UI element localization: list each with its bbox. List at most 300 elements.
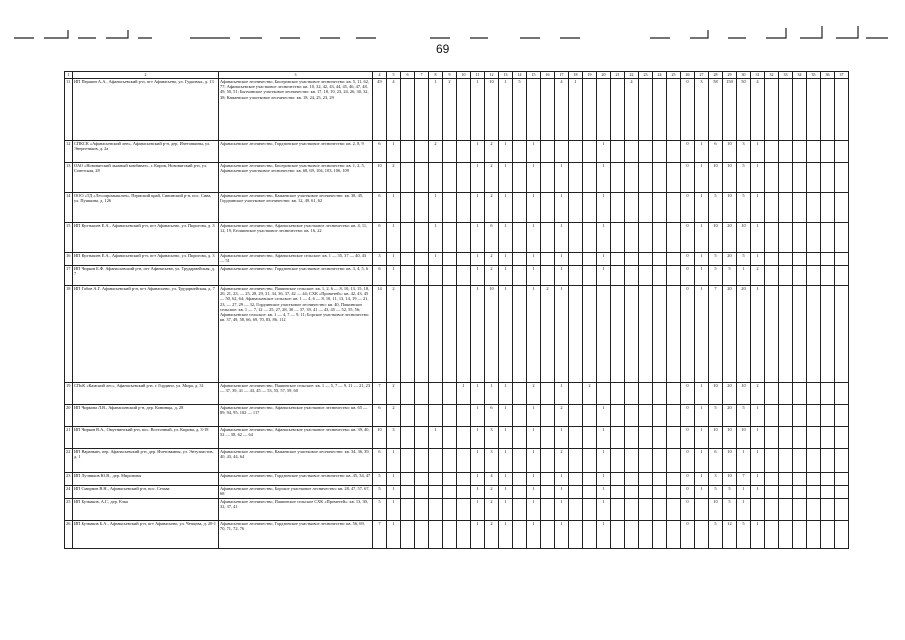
forest-district-cell: Афанасьевское лесничество, Афанасьевское сельское: кв. 1 — 35, 37 — 40, 43 — 51 — [219, 253, 373, 266]
value-cell: 1 — [471, 79, 485, 141]
value-cell — [401, 473, 415, 486]
value-cell: 3 — [387, 427, 401, 449]
value-cell — [513, 383, 527, 405]
value-cell: 6 — [373, 193, 387, 223]
row-number: 16 — [65, 253, 73, 266]
value-cell — [415, 163, 429, 193]
value-cell — [401, 163, 415, 193]
forest-district-cell: Афанасьевское лесничество, Бисеровское участковое лесничество: кв. 5, 11, 62, 77; Афанасьевское участковое лесничество: кв. 10, 32, 42, 43, 44, 45, 46, 47, 48, 49, 50, 51; Бытчинское участковое лесничество: кв. 17, 18, 19, 23, 24, 26, 30, 32, 38; Камаевское участковое лесничество: кв. 18, 24, 25, 23, 29 — [219, 79, 373, 141]
value-cell: 7 — [709, 286, 723, 383]
value-cell: 5 — [709, 266, 723, 286]
value-cell — [429, 473, 443, 486]
value-cell — [429, 499, 443, 521]
value-cell — [401, 286, 415, 383]
table-row — [65, 223, 849, 253]
value-cell: 1 — [597, 266, 611, 286]
value-cell: 1 — [555, 253, 569, 266]
table-row — [65, 405, 849, 427]
value-cell: 1 — [499, 473, 513, 486]
value-cell: 20 — [737, 286, 751, 383]
value-cell: 5 — [373, 473, 387, 486]
value-cell: 1 — [597, 253, 611, 266]
value-cell — [513, 163, 527, 193]
value-cell — [443, 427, 457, 449]
value-cell: 10 — [709, 427, 723, 449]
table-row — [65, 79, 849, 141]
value-cell — [667, 266, 681, 286]
value-cell — [443, 521, 457, 549]
value-cell: 6 — [709, 449, 723, 473]
value-cell — [429, 163, 443, 193]
scan-corner-marks — [0, 18, 905, 48]
value-cell: 1 — [695, 266, 709, 286]
value-cell: 1 — [695, 383, 709, 405]
register-table — [64, 71, 849, 549]
value-cell — [807, 253, 821, 266]
value-cell — [821, 223, 835, 253]
value-cell — [541, 521, 555, 549]
value-cell: 5 — [737, 521, 751, 549]
value-cell — [513, 286, 527, 383]
value-cell — [457, 79, 471, 141]
column-number: 9 — [443, 72, 457, 79]
column-number: 6 — [401, 72, 415, 79]
value-cell: 5 — [723, 266, 737, 286]
value-cell — [793, 473, 807, 486]
value-cell: 2 — [485, 521, 499, 549]
value-cell: 10 — [485, 286, 499, 383]
forest-district-cell: Афанасьевское лесничество, Камаевское участковое лесничество: кв. 38, 45, Гордзинское участковое лесничество: кв. 12, 49, 61, 62 — [219, 193, 373, 223]
column-number: 16 — [541, 72, 555, 79]
value-cell — [583, 79, 597, 141]
table-row — [65, 473, 849, 486]
value-cell: 1 — [499, 253, 513, 266]
value-cell — [583, 486, 597, 499]
column-number: 8 — [429, 72, 443, 79]
value-cell: 1 — [751, 486, 765, 499]
value-cell: 1 — [429, 79, 443, 141]
value-cell — [793, 79, 807, 141]
value-cell — [625, 163, 639, 193]
value-cell — [443, 223, 457, 253]
value-cell: 1 — [471, 383, 485, 405]
forest-district-cell: Афанасьевское лесничество, Афанасьевское участковое лесничество: кв. 4, 11, 12, 19, Егошинское участковое лесничество: кв. 16, 22 — [219, 223, 373, 253]
value-cell — [779, 163, 793, 193]
value-cell: 1 — [499, 223, 513, 253]
value-cell — [821, 253, 835, 266]
value-cell: 5 — [737, 405, 751, 427]
value-cell: 5 — [709, 521, 723, 549]
value-cell: 1 — [751, 223, 765, 253]
column-number: 3 — [219, 72, 373, 79]
value-cell — [807, 193, 821, 223]
value-cell — [835, 266, 849, 286]
table-row — [65, 163, 849, 193]
value-cell — [443, 473, 457, 486]
value-cell — [779, 383, 793, 405]
value-cell — [625, 223, 639, 253]
value-cell: 5 — [737, 253, 751, 266]
value-cell — [415, 141, 429, 163]
value-cell: 10 — [485, 79, 499, 141]
value-cell: 2 — [541, 286, 555, 383]
value-cell — [597, 79, 611, 141]
column-number: 18 — [569, 72, 583, 79]
value-cell: 1 — [387, 499, 401, 521]
column-number: 1 — [65, 72, 73, 79]
value-cell — [807, 223, 821, 253]
value-cell: 0 — [681, 253, 695, 266]
value-cell: 1 — [555, 383, 569, 405]
value-cell — [415, 79, 429, 141]
value-cell — [513, 253, 527, 266]
value-cell: 10 — [723, 449, 737, 473]
value-cell: 1 — [499, 405, 513, 427]
value-cell: 1 — [471, 473, 485, 486]
value-cell — [541, 427, 555, 449]
row-number: 11 — [65, 79, 73, 141]
owner-cell: ИП Култышев Е.А., Афанасьевский р-н, пгт Афанасьево, ул. Пирогова, д. 3 — [73, 253, 219, 266]
value-cell — [779, 266, 793, 286]
row-number: 14 — [65, 193, 73, 223]
owner-cell: ИП Бузмаков, А.Г., дер. Елка — [73, 499, 219, 521]
value-cell: 0 — [681, 405, 695, 427]
owner-cell: ИП Габов А.Г. Афанасьевский р-н, пгт Афанасьево, ул. Трудармейская, д. 7 — [73, 286, 219, 383]
column-number: 21 — [611, 72, 625, 79]
owner-cell: СПоК «Камский лес», Афанасьевский р-н, г. Гордино, ул. Мира, д. 31 — [73, 383, 219, 405]
value-cell — [639, 141, 653, 163]
value-cell: 1 — [695, 193, 709, 223]
forest-district-cell: Афанасьевское лесничество, Гордзинское участковое лесничество: кв. 56, 69, 70, 71, 72, 76 — [219, 521, 373, 549]
row-number: 17 — [65, 266, 73, 286]
value-cell: 10 — [723, 473, 737, 486]
value-cell: 1 — [695, 486, 709, 499]
column-number: 36 — [821, 72, 835, 79]
value-cell — [807, 163, 821, 193]
value-cell — [793, 266, 807, 286]
value-cell — [821, 141, 835, 163]
value-cell: 1 — [569, 79, 583, 141]
value-cell — [513, 193, 527, 223]
value-cell: 1 — [471, 405, 485, 427]
column-number: 33 — [779, 72, 793, 79]
value-cell — [667, 499, 681, 521]
column-number: 10 — [457, 72, 471, 79]
value-cell — [653, 253, 667, 266]
value-cell — [611, 499, 625, 521]
value-cell: 6 — [373, 223, 387, 253]
value-cell — [513, 266, 527, 286]
header-row — [65, 72, 849, 79]
value-cell — [541, 473, 555, 486]
value-cell: 1 — [555, 266, 569, 286]
value-cell: 1 — [751, 521, 765, 549]
value-cell: 1 — [695, 449, 709, 473]
value-cell — [779, 286, 793, 383]
value-cell — [821, 473, 835, 486]
column-number: 15 — [527, 72, 541, 79]
value-cell — [513, 405, 527, 427]
value-cell — [429, 449, 443, 473]
column-number: 26 — [681, 72, 695, 79]
value-cell — [667, 427, 681, 449]
value-cell — [415, 405, 429, 427]
value-cell — [639, 499, 653, 521]
value-cell — [611, 193, 625, 223]
value-cell: 3 — [485, 449, 499, 473]
value-cell: 1 — [429, 253, 443, 266]
value-cell — [653, 499, 667, 521]
value-cell — [583, 449, 597, 473]
value-cell — [415, 266, 429, 286]
value-cell — [667, 163, 681, 193]
value-cell: 7 — [737, 473, 751, 486]
value-cell: 1 — [555, 286, 569, 383]
row-number: 23 — [65, 473, 73, 486]
value-cell — [835, 521, 849, 549]
value-cell — [569, 473, 583, 486]
value-cell — [653, 521, 667, 549]
value-cell — [513, 223, 527, 253]
value-cell: 1 — [471, 449, 485, 473]
value-cell — [639, 266, 653, 286]
value-cell — [667, 383, 681, 405]
value-cell — [415, 473, 429, 486]
value-cell: 1 — [555, 486, 569, 499]
value-cell — [765, 163, 779, 193]
value-cell: 20 — [723, 286, 737, 383]
value-cell: 1 — [485, 383, 499, 405]
value-cell: 5 — [373, 486, 387, 499]
value-cell — [639, 286, 653, 383]
value-cell — [401, 253, 415, 266]
value-cell — [835, 473, 849, 486]
value-cell: 4 — [387, 79, 401, 141]
value-cell: 0 — [681, 286, 695, 383]
value-cell — [569, 449, 583, 473]
column-number: 34 — [793, 72, 807, 79]
value-cell — [513, 449, 527, 473]
value-cell — [457, 223, 471, 253]
value-cell — [401, 383, 415, 405]
value-cell — [807, 427, 821, 449]
value-cell: 2 — [485, 141, 499, 163]
value-cell: 5 — [737, 193, 751, 223]
value-cell: 10 — [737, 383, 751, 405]
value-cell — [611, 266, 625, 286]
value-cell — [569, 253, 583, 266]
value-cell — [611, 163, 625, 193]
value-cell: 10 — [723, 193, 737, 223]
value-cell — [639, 163, 653, 193]
value-cell — [611, 521, 625, 549]
value-cell: 1 — [751, 163, 765, 193]
value-cell: 1 — [387, 193, 401, 223]
column-number: 29 — [723, 72, 737, 79]
value-cell: 1 — [695, 253, 709, 266]
value-cell — [653, 405, 667, 427]
value-cell — [835, 193, 849, 223]
value-cell — [583, 223, 597, 253]
value-cell — [835, 449, 849, 473]
value-cell — [569, 521, 583, 549]
value-cell — [611, 486, 625, 499]
value-cell: 1 — [527, 266, 541, 286]
value-cell: 2 — [751, 383, 765, 405]
value-cell: 2 — [387, 286, 401, 383]
value-cell: 1 — [499, 383, 513, 405]
value-cell — [667, 449, 681, 473]
value-cell — [653, 449, 667, 473]
value-cell — [625, 473, 639, 486]
value-cell: 1 — [429, 193, 443, 223]
column-number: 7 — [415, 72, 429, 79]
value-cell: 1 — [695, 223, 709, 253]
value-cell: 5 — [513, 79, 527, 141]
value-cell — [667, 79, 681, 141]
value-cell: 2 — [583, 383, 597, 405]
value-cell — [821, 193, 835, 223]
value-cell — [639, 427, 653, 449]
value-cell: 3 — [695, 79, 709, 141]
value-cell: 10 — [373, 163, 387, 193]
value-cell: 20 — [723, 383, 737, 405]
value-cell — [457, 473, 471, 486]
value-cell — [667, 521, 681, 549]
value-cell — [611, 427, 625, 449]
value-cell: 1 — [737, 499, 751, 521]
value-cell: 1 — [555, 427, 569, 449]
value-cell — [807, 521, 821, 549]
value-cell — [443, 499, 457, 521]
value-cell — [821, 383, 835, 405]
value-cell — [569, 405, 583, 427]
value-cell — [779, 521, 793, 549]
value-cell: 10 — [373, 427, 387, 449]
value-cell: 1 — [527, 499, 541, 521]
value-cell — [793, 141, 807, 163]
value-cell: 1 — [499, 286, 513, 383]
value-cell — [415, 486, 429, 499]
value-cell — [793, 163, 807, 193]
value-cell — [583, 193, 597, 223]
value-cell — [457, 286, 471, 383]
value-cell: 1 — [499, 427, 513, 449]
value-cell: 1 — [499, 79, 513, 141]
value-cell — [765, 286, 779, 383]
value-cell: 1 — [597, 163, 611, 193]
value-cell — [513, 141, 527, 163]
forest-district-cell: Афанасьевское лесничество, Пашинское сельское СХК «Прометей»: кв. 13, 30, 32, 37, 41 — [219, 499, 373, 521]
value-cell: 1 — [751, 253, 765, 266]
value-cell — [625, 193, 639, 223]
value-cell: 1 — [527, 473, 541, 486]
value-cell: 10 — [709, 223, 723, 253]
value-cell: 6 — [373, 266, 387, 286]
column-number: 5 — [387, 72, 401, 79]
value-cell: 1 — [737, 266, 751, 286]
table-row — [65, 427, 849, 449]
value-cell — [765, 486, 779, 499]
value-cell — [653, 427, 667, 449]
value-cell: 1 — [471, 141, 485, 163]
value-cell — [835, 427, 849, 449]
value-cell — [653, 383, 667, 405]
value-cell: 5 — [723, 499, 737, 521]
forest-district-cell: Афанасьевское лесничество, Бисеровское участковое лесничество: кв. 1, 2, 5, Афанасьевское участковое лесничество: кв. 68, 69, 104, 103, 106, 109 — [219, 163, 373, 193]
value-cell — [401, 223, 415, 253]
value-cell — [625, 141, 639, 163]
value-cell: 1 — [527, 405, 541, 427]
value-cell — [541, 193, 555, 223]
value-cell — [835, 163, 849, 193]
value-cell — [765, 499, 779, 521]
value-cell: 0 — [681, 266, 695, 286]
value-cell — [583, 473, 597, 486]
value-cell — [597, 383, 611, 405]
value-cell: 1 — [471, 193, 485, 223]
forest-district-cell: Афанасьевское лесничество, Афанасьевское участковое лесничество: кв. 65 — 89, 94, 95, 102 — 117 — [219, 405, 373, 427]
row-number: 18 — [65, 286, 73, 383]
column-number: 17 — [555, 72, 569, 79]
value-cell — [625, 449, 639, 473]
value-cell — [625, 266, 639, 286]
value-cell: 3 — [485, 427, 499, 449]
row-number: 24 — [65, 486, 73, 499]
value-cell — [401, 79, 415, 141]
row-number: 26 — [65, 521, 73, 549]
value-cell — [443, 405, 457, 427]
value-cell — [415, 521, 429, 549]
value-cell — [639, 405, 653, 427]
value-cell — [779, 193, 793, 223]
value-cell: 1 — [527, 521, 541, 549]
value-cell: 1 — [751, 286, 765, 383]
value-cell: 1 — [597, 141, 611, 163]
value-cell — [415, 253, 429, 266]
owner-cell: ИП Чирков Б.Ф. Афанасьевский р-н, пгт Афанасьево, ул. Трудармейская, д. 7 — [73, 266, 219, 286]
row-number: 20 — [65, 405, 73, 427]
value-cell — [415, 427, 429, 449]
value-cell: 1 — [499, 163, 513, 193]
value-cell: 1 — [597, 427, 611, 449]
column-number: 12 — [485, 72, 499, 79]
value-cell: 1 — [527, 141, 541, 163]
value-cell: 5 — [709, 405, 723, 427]
value-cell — [765, 141, 779, 163]
value-cell — [807, 383, 821, 405]
value-cell — [457, 486, 471, 499]
row-number: 25 — [65, 499, 73, 521]
value-cell — [765, 473, 779, 486]
value-cell — [443, 163, 457, 193]
value-cell — [457, 163, 471, 193]
value-cell — [611, 253, 625, 266]
value-cell: 10 — [723, 141, 737, 163]
column-number: 25 — [667, 72, 681, 79]
value-cell — [625, 521, 639, 549]
forest-district-cell: Афанасьевское лесничество, Борское участковое лесничество: кв. 28, 47, 57, 67, 68 — [219, 486, 373, 499]
value-cell: 50 — [737, 79, 751, 141]
row-number: 15 — [65, 223, 73, 253]
value-cell: 1 — [527, 163, 541, 193]
value-cell: 1 — [499, 266, 513, 286]
value-cell: 1 — [471, 223, 485, 253]
value-cell: 1 — [471, 486, 485, 499]
value-cell — [583, 499, 597, 521]
column-number: 22 — [625, 72, 639, 79]
value-cell: 2 — [527, 383, 541, 405]
